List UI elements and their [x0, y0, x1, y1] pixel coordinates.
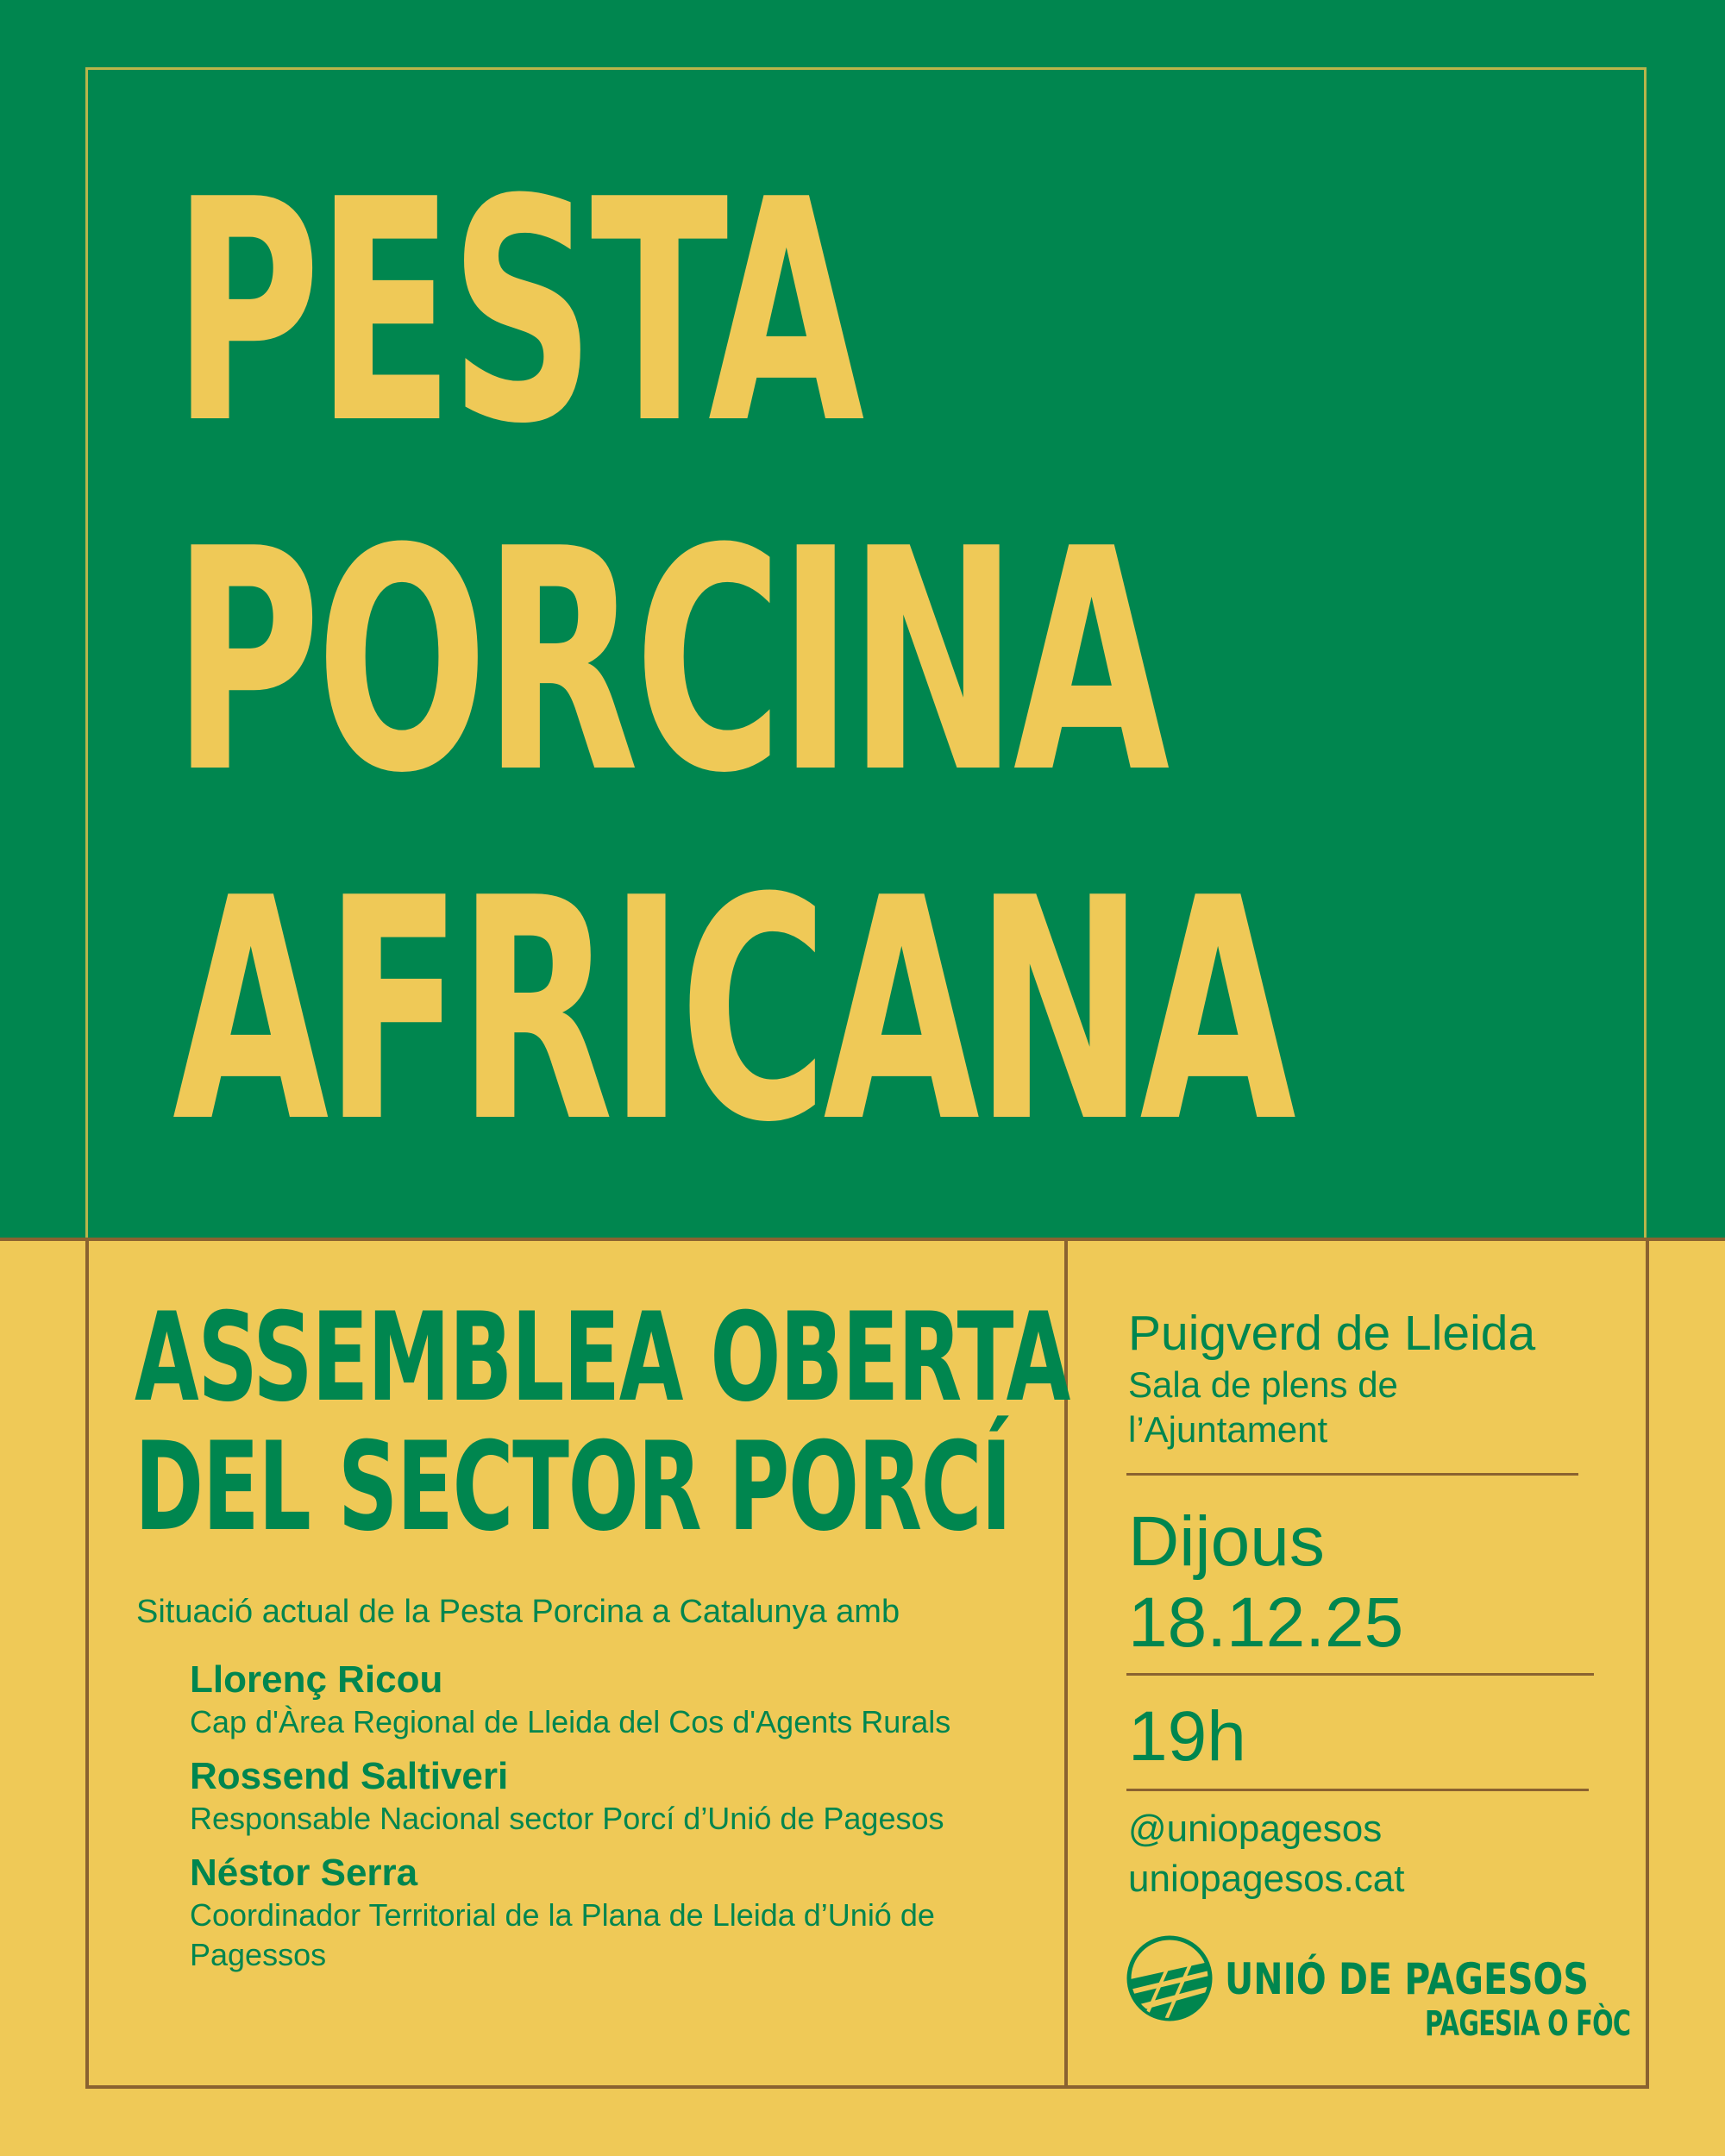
speaker-list — [190, 1658, 1018, 1987]
info-separator — [1126, 1473, 1578, 1476]
speaker-item — [190, 1851, 1018, 1975]
date-block — [1128, 1501, 1403, 1663]
location-name: Puigverd de Lleida — [1128, 1306, 1536, 1361]
speaker-item — [190, 1754, 1018, 1839]
assembly-title-line: ASSEMBLEA OBERTA — [135, 1287, 1070, 1429]
intro-text: Situació actual de la Pesta Porcina a Catalunya amb — [136, 1594, 900, 1630]
field-globe-icon — [1126, 1935, 1213, 2021]
logo-tagline: PAGESIA O FÒC — [1425, 2004, 1631, 2044]
speaker-role: Responsable Nacional sector Porcí d’Unió de Pagesos — [190, 1801, 944, 1836]
social-handle[interactable]: @uniopagesos — [1128, 1808, 1383, 1850]
speaker-name: Rossend Saltiveri — [190, 1755, 509, 1797]
speaker-item — [190, 1658, 1018, 1742]
speaker-role: Cap d'Àrea Regional de Lleida del Cos d'Agents Rurals — [190, 1704, 951, 1739]
website-link[interactable]: uniopagesos.cat — [1128, 1858, 1405, 1900]
speaker-name: Néstor Serra — [190, 1852, 418, 1894]
headline-line: PESTA — [172, 134, 861, 491]
event-day: Dijous — [1128, 1502, 1325, 1581]
info-separator — [1126, 1673, 1594, 1676]
speaker-role: Coordinador Territorial de la Plana de Lleida d’Unió de Pagessos — [190, 1897, 935, 1972]
assembly-title — [135, 1287, 1070, 1558]
logo-name: UNIÓ DE PAGESOS — [1225, 1954, 1589, 2004]
location-block — [1128, 1304, 1535, 1452]
headline-line: PORCINA — [172, 483, 1165, 840]
headline — [172, 134, 1292, 1189]
location-detail: l’Ajuntament — [1128, 1409, 1328, 1450]
speaker-name: Llorenç Ricou — [190, 1658, 443, 1701]
info-separator — [1126, 1789, 1589, 1791]
assembly-title-line: DEL SECTOR PORCÍ — [135, 1416, 1011, 1558]
event-time: 19h — [1128, 1697, 1246, 1776]
horizontal-divider — [0, 1238, 1725, 1241]
location-detail: Sala de plens de — [1128, 1364, 1398, 1405]
contact-links — [1128, 1804, 1404, 1904]
headline-line: AFRICANA — [172, 832, 1292, 1189]
event-date: 18.12.25 — [1128, 1583, 1404, 1662]
